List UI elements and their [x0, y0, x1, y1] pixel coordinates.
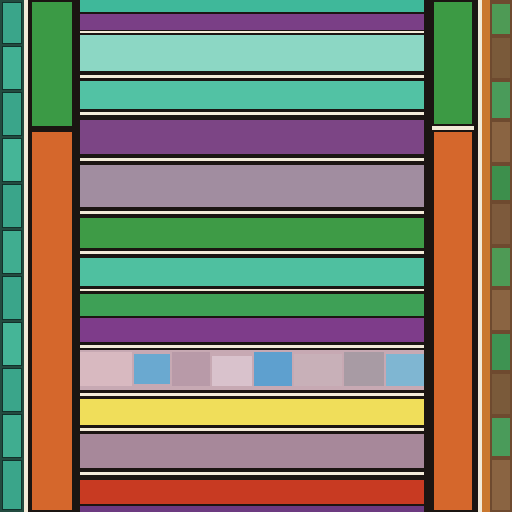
stripe-mauve — [80, 165, 424, 207]
stripe-mauve — [80, 434, 424, 468]
stripe-yellow — [80, 399, 424, 425]
left-cream-line — [24, 0, 28, 512]
stripe-collage — [80, 350, 424, 390]
right-orange-panel — [432, 130, 474, 512]
mosaic-tile — [492, 38, 510, 78]
collage-piece — [254, 352, 292, 386]
stripe-teal — [80, 258, 424, 286]
collage-piece — [212, 356, 252, 386]
mosaic-tile — [492, 334, 510, 370]
collage-piece — [294, 354, 342, 386]
collage-piece — [344, 352, 384, 386]
stripe-purple — [80, 120, 424, 154]
stripe-purple — [80, 14, 424, 30]
left-tile — [2, 138, 22, 182]
mosaic-tile — [492, 418, 510, 456]
stripe-separator — [80, 112, 424, 115]
mosaic-tile — [492, 374, 510, 414]
right-mosaic-column — [490, 0, 512, 512]
left-tile — [2, 92, 22, 136]
stripe-purple — [80, 318, 424, 342]
mosaic-tile — [492, 82, 510, 118]
mosaic-tile — [492, 122, 510, 162]
collage-piece — [134, 354, 170, 384]
stripe-separator — [80, 75, 424, 78]
mosaic-tile — [492, 248, 510, 286]
left-tile-column — [0, 0, 24, 512]
stripe-teal — [80, 81, 424, 109]
center-panel — [76, 0, 428, 512]
stripe-green — [80, 294, 424, 316]
stripe-separator — [80, 345, 424, 348]
left-tile — [2, 322, 22, 366]
right-orange-strip — [482, 0, 490, 512]
mosaic-tile — [492, 290, 510, 330]
left-orange-panel — [30, 130, 74, 512]
stripe-separator — [80, 428, 424, 431]
mosaic-tile — [492, 166, 510, 200]
left-tile — [2, 460, 22, 510]
left-tile — [2, 368, 22, 412]
mosaic-tile — [492, 460, 510, 510]
stripe-separator — [80, 393, 424, 396]
stripe-pale-teal — [80, 35, 424, 71]
stripe-separator — [80, 472, 424, 475]
left-tile — [2, 2, 22, 44]
left-tile — [2, 184, 22, 228]
mosaic-tile — [492, 4, 510, 34]
right-green-block — [432, 0, 474, 126]
stripe-green — [80, 218, 424, 248]
collage-piece — [386, 354, 424, 386]
left-tile — [2, 276, 22, 320]
left-tile — [2, 414, 22, 458]
stripe-teal — [80, 0, 424, 12]
stripe-separator — [80, 31, 424, 33]
collage-piece — [80, 352, 132, 386]
left-green-block — [30, 0, 74, 128]
left-tile — [2, 46, 22, 90]
stripe-red — [80, 480, 424, 504]
stripe-separator — [80, 158, 424, 161]
stripe-separator — [80, 251, 424, 254]
mosaic-tile — [492, 204, 510, 244]
stripe-separator — [80, 289, 424, 291]
stripe-separator — [80, 211, 424, 214]
left-tile — [2, 230, 22, 274]
collage-piece — [172, 352, 210, 386]
stripe-purple — [80, 506, 424, 512]
